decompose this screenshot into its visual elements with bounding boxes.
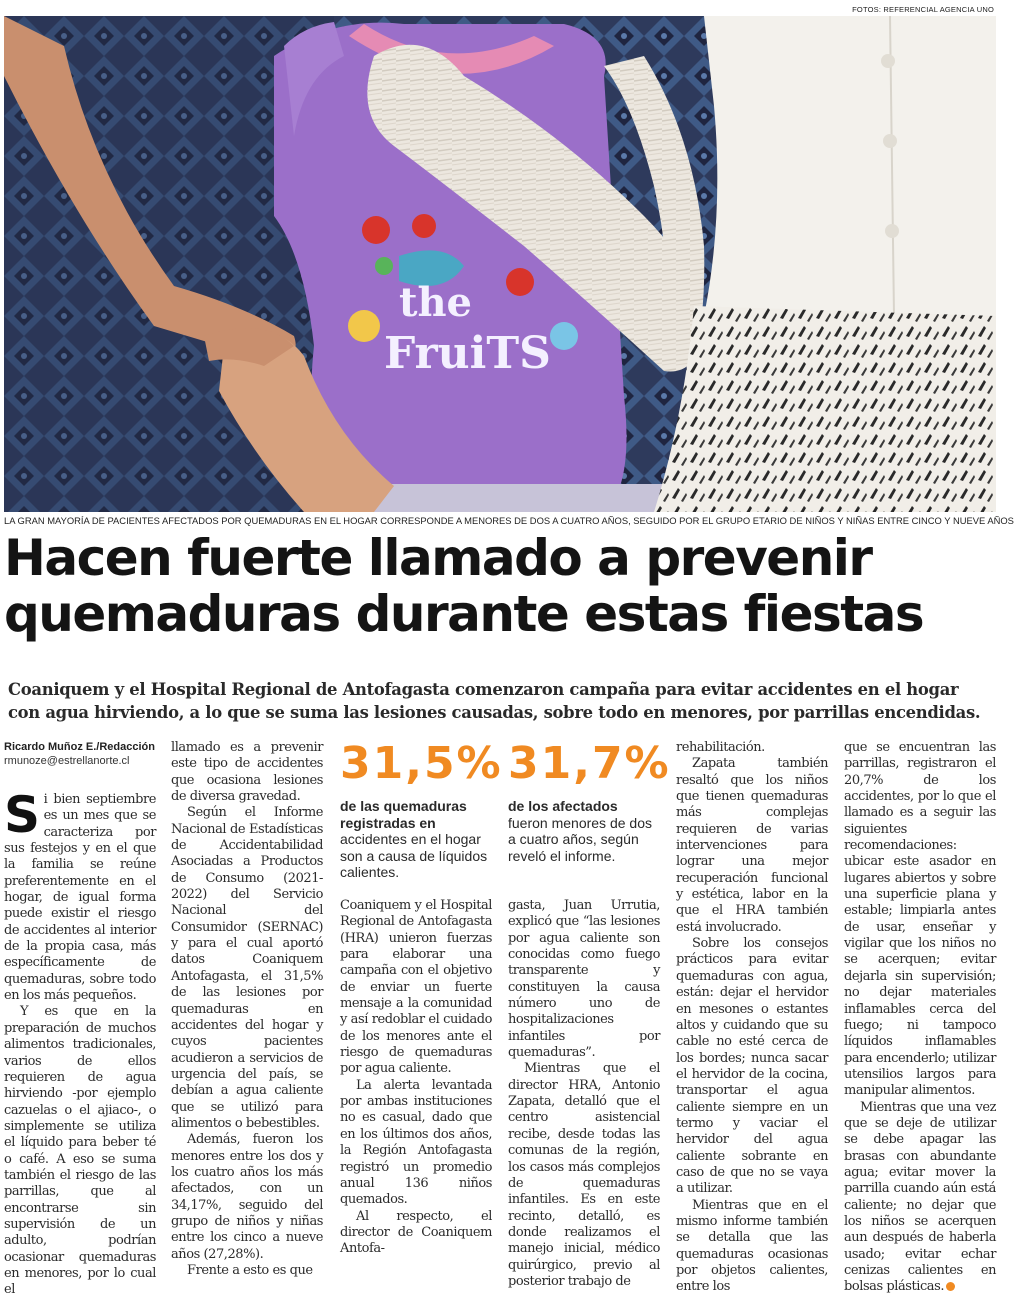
body-paragraph: llamado es a prevenir este tipo de accidentes que ocasiona lesiones de diversa gravedad.	[171, 740, 323, 805]
body-paragraph: Y es que en la preparación de muchos alimentos tradicionales, varios de ellos requieren de agua hirviendo -por ejemplo cazuelas o el ajiaco-, o simplemente se utiliza el líquido para beber té o café. A eso se suma también el riesgo de las parrillas, que al encontrarse sin supervisión de un adulto, podrían ocasionar quemaduras en menores, por lo cual el	[4, 1004, 156, 1298]
byline	[4, 740, 156, 768]
body-paragraph: Mientras que una vez que se deje de utilizar se debe apagar las brasas con abundante agua; evitar mover la parrilla cuando aún está caliente; no dejar que los niños se acerquen aun después de haberla usado; evitar echar cenizas calientes en bolsas plásticas.	[844, 1099, 996, 1295]
body-paragraph: Al respecto, el director de Coaniquem Antofa-	[340, 1208, 492, 1257]
stat-box-1	[340, 738, 503, 881]
drop-cap: S	[4, 786, 40, 844]
body-paragraph: Según el Informe Nacional de Estadísticas de Accidentabilidad Asociadas a Productos de Consumo (2021-2022) del Servicio Nacional del Consumidor (SERNAC) y para el cual aportó datos Coaniquem Antofagasta, el 31,5% de las lesiones por quemaduras en accidentes del hogar y cuyos pacientes acudieron a servicios de urgencia del país, se debían a agua caliente que se utilizó para alimentos o bebestibles.	[171, 805, 323, 1131]
photo-credit: FOTOS: REFERENCIAL AGENCIA UNO	[852, 5, 994, 14]
byline-author: Ricardo Muñoz E./Redacción	[4, 741, 155, 753]
photo-illustration	[4, 16, 996, 512]
shirt-print-fruits: FruiTS	[384, 328, 551, 379]
article-photo	[4, 16, 996, 512]
headline-line-2: quemaduras durante estas fiestas	[4, 585, 924, 643]
body-paragraph: La alerta levantada por ambas instituciones no es casual, dado que en los últimos dos años, la Región Antofagasta registró un promedio anual 136 niños quemados.	[340, 1077, 492, 1208]
body-paragraph: Mientras que en el mismo informe también se detalla que las quemaduras ocasionas por objetos calientes, entre los	[676, 1197, 828, 1295]
body-paragraph: gasta, Juan Urrutia, explicó que “las lesiones por agua caliente son conocidas como fuego transparente y constituyen la causa número uno de hospitalizaciones infantiles por quemaduras”.	[508, 898, 660, 1061]
byline-email[interactable]: rmunoze@estrellanorte.cl	[4, 755, 130, 767]
body-paragraph: rehabilitación.	[676, 740, 765, 755]
body-paragraph: Zapata también resaltó que los niños que tienen quemaduras más complejas requieren de varias intervenciones para lograr una mejor recuperación funcional y estética, labor en la que el HRA también está involucrado.	[676, 756, 828, 935]
stat-box-2	[508, 738, 671, 864]
body-column-5	[676, 740, 828, 1296]
body-paragraph: que se encuentran las parrillas, registraron el 20,7% de los accidentes, por lo que el llamado es a seguir las siguientes recomendaciones: ubicar este asador en lugares abiertos y sobre una superficie plana y estable; limpiarla antes de usar, enseñar y vigilar que los niños no se acerquen; evitar dejarla sin supervisión; no dejar materiales inflamables cerca del fuego; ni tampoco líquidos inflamables para encenderlo; utilizar utensilios largos para manipular alimentos.	[844, 740, 996, 1099]
body-column-4	[508, 898, 660, 1290]
body-paragraph: Además, fueron los menores entre los dos y los cuatro años los más afectados, con un 34,17%, seguido del grupo de niños y niñas entre los cinco a nueve años (27,28%).	[171, 1132, 323, 1262]
body-paragraph: Si bien septiembre es un mes que se caracteriza por sus festejos y en el que la familia se reúne preferentemente en el hogar, de igual forma puede existir el riesgo de accidentes al interior de la propia casa, más específicamente de quemaduras, sobre todo en los más pequeños.	[4, 786, 156, 1004]
body-column-2	[171, 740, 323, 1279]
body-column-3	[340, 898, 492, 1258]
body-column-1	[4, 740, 156, 1299]
body-paragraph: Coaniquem y el Hospital Regional de Antofagasta (HRA) unieron fuerzas para elaborar una campaña con el objetivo de enviar un fuerte mensaje a la comunidad y así redoblar el cuidado de los menores ante el riesgo de quemaduras por agua caliente.	[340, 898, 492, 1077]
shirt-print-the: the	[399, 279, 473, 326]
headline-line-1: Hacen fuerte llamado a prevenir	[4, 529, 872, 587]
stat-number: 31,5%	[340, 738, 503, 789]
body-column-6	[844, 740, 996, 1296]
end-of-article-icon	[946, 1282, 955, 1291]
body-paragraph: Frente a esto es que	[187, 1263, 313, 1278]
stat-number: 31,7%	[508, 738, 671, 789]
headline	[4, 530, 994, 642]
deck-summary: Coaniquem y el Hospital Regional de Antofagasta comenzaron campaña para evitar accidentes en el hogar con agua hirviendo, a lo que se suma las lesiones causadas, sobre todo en menores, por parrillas encendidas.	[8, 680, 981, 722]
stat-description: de los afectados fueron menores de dos a cuatro años, según reveló el informe.	[508, 798, 652, 864]
body-paragraph: Mientras que el director HRA, Antonio Zapata, detalló que el centro asistencial recibe, desde todas las comunas de la región, los casos más complejos de quemaduras infantiles. Es en este recinto, detalló, es donde realizamos el manejo inicial, médico quirúrgico, previo al posterior trabajo de	[508, 1061, 660, 1289]
body-paragraph: Sobre los consejos prácticos para evitar quemaduras con agua, están: dejar el hervidor en mesones o estantes altos y cuidando que su cable no esté cerca de los bordes; nunca sacar el hervidor de la cocina, transportar el agua caliente siempre en un termo y vaciar el hervidor del agua caliente sobrante en caso de que no se vaya a utilizar.	[676, 936, 828, 1197]
stat-description: de las quemaduras registradas en accidentes en el hogar son a causa de líquidos calientes.	[340, 798, 488, 880]
photo-caption: LA GRAN MAYORÍA DE PACIENTES AFECTADOS POR QUEMADURAS EN EL HOGAR CORRESPONDE A MENORES DE DOS A CUATRO AÑOS, SEGUIDO POR EL GRUPO ETARIO DE NIÑOS Y NIÑAS ENTRE CINCO Y NUEVE AÑOS	[4, 515, 1014, 526]
